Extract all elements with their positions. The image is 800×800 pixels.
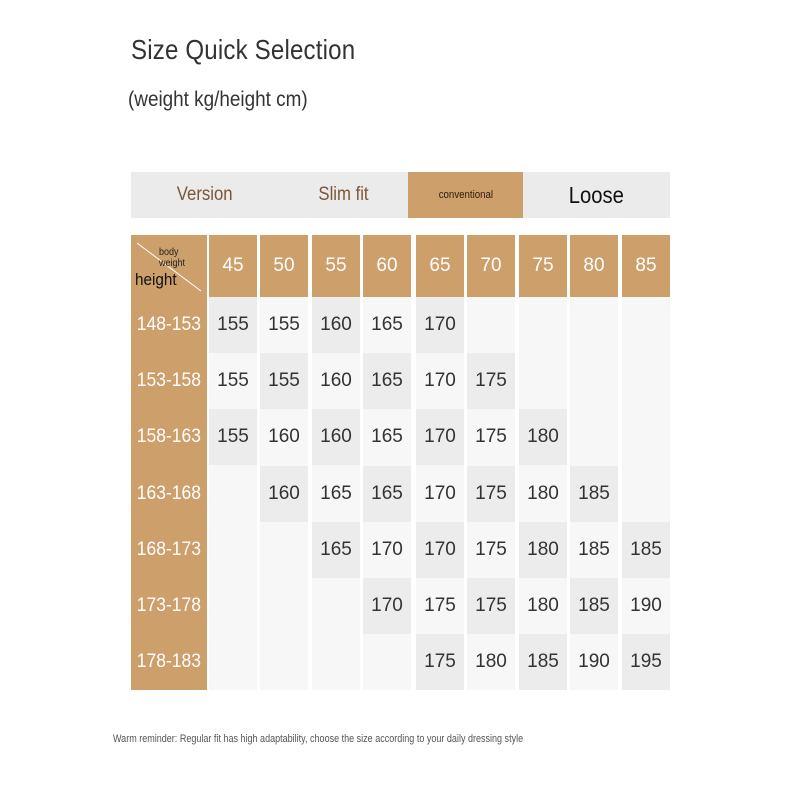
page-title: Size Quick Selection [131, 34, 356, 65]
height-label [131, 522, 207, 578]
version-loose [523, 172, 670, 218]
weight-header: 80 [570, 235, 618, 297]
height-label [131, 466, 207, 522]
size-cell: 170 [416, 297, 464, 353]
size-cell: 185 [570, 578, 618, 634]
footnote: Warm reminder: Regular fit has high adaptability, choose the size according to your daily dressing style [113, 733, 524, 745]
page-subtitle: (weight kg/height cm) [128, 88, 308, 111]
version-loose-text: Loose [568, 181, 625, 208]
size-cell: 175 [416, 578, 464, 634]
size-cell: 175 [467, 522, 515, 578]
weight-header: 85 [622, 235, 670, 297]
size-cell: 160 [312, 409, 360, 465]
weight-header: 75 [519, 235, 567, 297]
size-cell: 155 [260, 353, 308, 409]
weight-header: 70 [467, 235, 515, 297]
size-cell: 160 [312, 297, 360, 353]
table-corner-header [131, 235, 207, 297]
size-cell: 170 [363, 522, 411, 578]
size-cell: 170 [416, 353, 464, 409]
height-label [131, 578, 207, 634]
size-cell: 180 [519, 578, 567, 634]
size-cell: 155 [260, 297, 308, 353]
size-cell: 165 [363, 353, 411, 409]
size-cell: 180 [519, 466, 567, 522]
size-cell: 160 [260, 409, 308, 465]
height-label-text: 158-163 [136, 426, 202, 447]
size-cell: 175 [416, 634, 464, 690]
height-label-text: 153-158 [136, 370, 202, 391]
version-slim-fit-text: Slim fit [317, 184, 369, 205]
corner-weight-label: body weight [159, 247, 186, 269]
weight-header: 55 [312, 235, 360, 297]
version-conventional-text: conventional [438, 189, 493, 201]
size-cell: 170 [416, 522, 464, 578]
version-label [131, 172, 278, 218]
size-cell: 190 [570, 634, 618, 690]
size-cell: 155 [209, 409, 257, 465]
size-cell: 180 [519, 522, 567, 578]
version-bar [131, 172, 670, 218]
size-cell: 165 [363, 297, 411, 353]
size-cell: 185 [519, 634, 567, 690]
height-label [131, 353, 207, 409]
version-slim-fit [278, 172, 408, 218]
weight-header: 60 [363, 235, 411, 297]
height-label-text: 173-178 [136, 595, 202, 616]
size-cell: 175 [467, 578, 515, 634]
height-label-text: 163-168 [136, 483, 202, 504]
weight-header: 50 [260, 235, 308, 297]
size-cell: 190 [622, 578, 670, 634]
height-label [131, 409, 207, 465]
height-label-text: 148-153 [136, 314, 202, 335]
height-label [131, 297, 207, 353]
size-cell: 195 [622, 634, 670, 690]
height-label-text: 168-173 [136, 539, 202, 560]
size-cell: 155 [209, 353, 257, 409]
size-cell: 185 [570, 522, 618, 578]
corner-height-label: height [135, 270, 177, 289]
size-cell: 165 [363, 409, 411, 465]
size-cell: 175 [467, 353, 515, 409]
version-label-text: Version [176, 184, 233, 205]
size-cell: 175 [467, 466, 515, 522]
size-cell: 175 [467, 409, 515, 465]
size-cell: 170 [416, 409, 464, 465]
size-cell: 160 [312, 353, 360, 409]
height-label-text: 178-183 [136, 651, 202, 672]
height-label [131, 634, 207, 690]
size-cell: 170 [363, 578, 411, 634]
size-cell: 180 [519, 409, 567, 465]
weight-header: 45 [209, 235, 257, 297]
size-cell: 160 [260, 466, 308, 522]
size-cell: 165 [363, 466, 411, 522]
version-conventional [408, 172, 523, 218]
size-cell: 180 [467, 634, 515, 690]
weight-header: 65 [416, 235, 464, 297]
size-cell: 165 [312, 466, 360, 522]
size-cell: 185 [570, 466, 618, 522]
size-cell: 165 [312, 522, 360, 578]
size-cell: 170 [416, 466, 464, 522]
size-cell: 185 [622, 522, 670, 578]
size-cell: 155 [209, 297, 257, 353]
height-column [131, 297, 207, 690]
